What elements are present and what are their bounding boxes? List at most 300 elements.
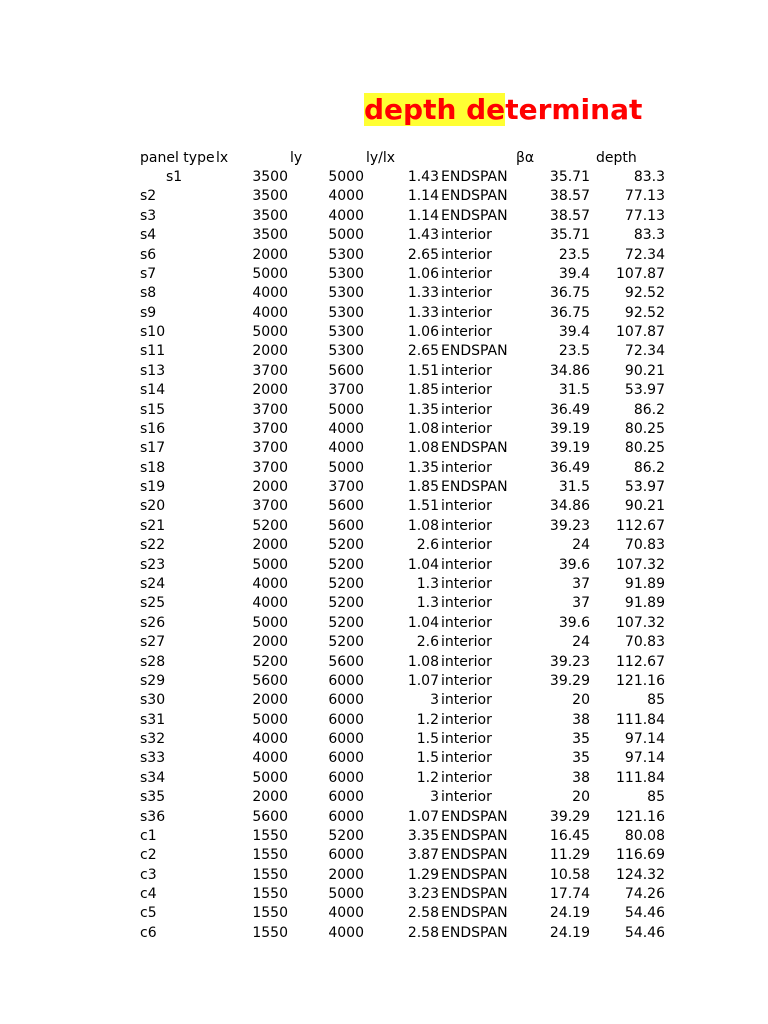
cell-ly: 5000	[328, 402, 364, 418]
cell-beta-alpha: 39.19	[549, 421, 590, 437]
cell-ratio: 3	[430, 692, 439, 708]
cell-beta-alpha: 23.5	[558, 247, 590, 263]
table-row	[0, 401, 768, 420]
cell-depth: 107.87	[616, 324, 665, 340]
cell-depth: 54.46	[624, 905, 665, 921]
cell-ly: 6000	[328, 789, 364, 805]
table-row	[0, 381, 768, 400]
cell-depth: 72.34	[624, 343, 665, 359]
cell-beta-alpha: 24	[572, 537, 590, 553]
cell-ly: 5200	[328, 634, 364, 650]
cell-panel: s14	[140, 382, 166, 398]
cell-lx: 3700	[252, 402, 288, 418]
cell-panel: s29	[140, 673, 166, 689]
cell-beta-alpha: 39.4	[558, 266, 590, 282]
cell-depth: 121.16	[616, 673, 665, 689]
cell-ly: 4000	[328, 208, 364, 224]
cell-ly: 6000	[328, 712, 364, 728]
header-depth: depth	[596, 150, 637, 166]
table-row	[0, 342, 768, 361]
cell-ly: 5200	[328, 828, 364, 844]
cell-lx: 2000	[252, 634, 288, 650]
cell-panel: s4	[140, 227, 157, 243]
cell-beta-alpha: 20	[572, 789, 590, 805]
cell-ratio: 1.29	[407, 867, 439, 883]
cell-ratio: 1.07	[407, 673, 439, 689]
table-row	[0, 885, 768, 904]
cell-ly: 5300	[328, 343, 364, 359]
cell-lx: 3500	[252, 188, 288, 204]
cell-depth: 112.67	[616, 654, 665, 670]
table-row	[0, 187, 768, 206]
cell-lx: 3500	[252, 208, 288, 224]
cell-panel: s6	[140, 247, 157, 263]
cell-beta-alpha: 39.23	[549, 654, 590, 670]
cell-panel: s21	[140, 518, 166, 534]
cell-span-type: interior	[441, 615, 492, 631]
cell-depth: 83.3	[633, 169, 665, 185]
cell-span-type: interior	[441, 247, 492, 263]
cell-span-type: ENDSPAN	[441, 809, 508, 825]
cell-panel: s3	[140, 208, 157, 224]
cell-depth: 83.3	[633, 227, 665, 243]
table-row	[0, 904, 768, 923]
cell-ratio: 1.3	[416, 595, 439, 611]
cell-panel: s30	[140, 692, 166, 708]
table-row	[0, 866, 768, 885]
cell-beta-alpha: 39.6	[558, 615, 590, 631]
cell-depth: 111.84	[616, 712, 665, 728]
cell-ly: 5300	[328, 247, 364, 263]
cell-ly: 5600	[328, 518, 364, 534]
table-row	[0, 594, 768, 613]
cell-lx: 2000	[252, 247, 288, 263]
header-ly: ly	[290, 150, 303, 166]
cell-ratio: 1.85	[407, 479, 439, 495]
cell-beta-alpha: 39.6	[558, 557, 590, 573]
cell-beta-alpha: 36.75	[549, 305, 590, 321]
cell-beta-alpha: 38.57	[549, 188, 590, 204]
cell-span-type: interior	[441, 285, 492, 301]
cell-ratio: 1.43	[407, 169, 439, 185]
cell-lx: 3500	[252, 227, 288, 243]
cell-lx: 5200	[252, 518, 288, 534]
cell-ratio: 1.08	[407, 518, 439, 534]
cell-panel: s7	[140, 266, 157, 282]
cell-beta-alpha: 38	[572, 712, 590, 728]
cell-ly: 4000	[328, 905, 364, 921]
cell-depth: 107.32	[616, 557, 665, 573]
cell-ratio: 1.2	[416, 712, 439, 728]
cell-panel: s20	[140, 498, 166, 514]
cell-depth: 53.97	[624, 479, 665, 495]
cell-span-type: interior	[441, 712, 492, 728]
cell-ratio: 2.6	[416, 537, 439, 553]
cell-beta-alpha: 39.29	[549, 673, 590, 689]
cell-panel: s36	[140, 809, 166, 825]
cell-ratio: 2.6	[416, 634, 439, 650]
cell-ly: 6000	[328, 750, 364, 766]
cell-span-type: interior	[441, 305, 492, 321]
cell-ly: 5200	[328, 537, 364, 553]
cell-span-type: ENDSPAN	[441, 188, 508, 204]
cell-lx: 2000	[252, 382, 288, 398]
cell-ly: 5200	[328, 595, 364, 611]
cell-ratio: 2.58	[407, 925, 439, 941]
cell-ratio: 1.08	[407, 440, 439, 456]
cell-panel: s15	[140, 402, 166, 418]
cell-lx: 3700	[252, 460, 288, 476]
cell-span-type: interior	[441, 731, 492, 747]
cell-beta-alpha: 35	[572, 731, 590, 747]
cell-span-type: ENDSPAN	[441, 886, 508, 902]
header-row	[0, 149, 768, 168]
cell-span-type: interior	[441, 324, 492, 340]
cell-lx: 5000	[252, 615, 288, 631]
cell-ratio: 1.08	[407, 421, 439, 437]
cell-depth: 121.16	[616, 809, 665, 825]
table-row	[0, 517, 768, 536]
cell-ly: 6000	[328, 673, 364, 689]
cell-panel: s31	[140, 712, 166, 728]
cell-lx: 5000	[252, 557, 288, 573]
cell-ratio: 3	[430, 789, 439, 805]
cell-ratio: 1.3	[416, 576, 439, 592]
cell-ly: 5000	[328, 460, 364, 476]
cell-lx: 1550	[252, 828, 288, 844]
cell-panel: s19	[140, 479, 166, 495]
cell-ratio: 1.04	[407, 615, 439, 631]
cell-beta-alpha: 38.57	[549, 208, 590, 224]
cell-ly: 5200	[328, 557, 364, 573]
cell-depth: 111.84	[616, 770, 665, 786]
cell-ratio: 3.23	[407, 886, 439, 902]
cell-lx: 4000	[252, 731, 288, 747]
cell-ratio: 1.51	[407, 498, 439, 514]
cell-ly: 4000	[328, 925, 364, 941]
cell-span-type: interior	[441, 537, 492, 553]
cell-ratio: 2.65	[407, 343, 439, 359]
cell-depth: 77.13	[624, 188, 665, 204]
cell-ratio: 1.35	[407, 460, 439, 476]
cell-span-type: interior	[441, 750, 492, 766]
cell-span-type: interior	[441, 595, 492, 611]
cell-lx: 2000	[252, 479, 288, 495]
cell-depth: 74.26	[624, 886, 665, 902]
table-row	[0, 846, 768, 865]
cell-ratio: 1.35	[407, 402, 439, 418]
table-row	[0, 207, 768, 226]
cell-span-type: interior	[441, 557, 492, 573]
cell-span-type: interior	[441, 498, 492, 514]
cell-ly: 5300	[328, 266, 364, 282]
table-row	[0, 769, 768, 788]
cell-ly: 5300	[328, 285, 364, 301]
cell-depth: 53.97	[624, 382, 665, 398]
table-row	[0, 439, 768, 458]
cell-panel: s34	[140, 770, 166, 786]
cell-depth: 107.87	[616, 266, 665, 282]
cell-ratio: 1.43	[407, 227, 439, 243]
cell-ratio: 1.06	[407, 266, 439, 282]
cell-panel: s8	[140, 285, 157, 301]
cell-depth: 97.14	[624, 750, 665, 766]
cell-beta-alpha: 37	[572, 576, 590, 592]
cell-ratio: 1.33	[407, 285, 439, 301]
cell-ly: 4000	[328, 440, 364, 456]
cell-beta-alpha: 39.19	[549, 440, 590, 456]
title-highlighted-part: depth de	[364, 93, 506, 126]
cell-panel: c5	[140, 905, 157, 921]
cell-span-type: interior	[441, 402, 492, 418]
cell-span-type: ENDSPAN	[441, 169, 508, 185]
cell-beta-alpha: 11.29	[549, 847, 590, 863]
cell-span-type: ENDSPAN	[441, 440, 508, 456]
cell-lx: 2000	[252, 692, 288, 708]
cell-depth: 80.08	[624, 828, 665, 844]
table-row	[0, 633, 768, 652]
cell-ly: 3700	[328, 382, 364, 398]
cell-ratio: 1.85	[407, 382, 439, 398]
cell-lx: 5000	[252, 770, 288, 786]
cell-ly: 2000	[328, 867, 364, 883]
cell-span-type: interior	[441, 692, 492, 708]
cell-lx: 1550	[252, 867, 288, 883]
cell-ratio: 1.04	[407, 557, 439, 573]
cell-depth: 124.32	[616, 867, 665, 883]
cell-ratio: 3.87	[407, 847, 439, 863]
table-row	[0, 497, 768, 516]
title-rest-part: terminat	[505, 93, 643, 126]
cell-ratio: 2.65	[407, 247, 439, 263]
cell-beta-alpha: 34.86	[549, 363, 590, 379]
cell-ratio: 1.06	[407, 324, 439, 340]
cell-beta-alpha: 36.75	[549, 285, 590, 301]
table-row	[0, 284, 768, 303]
cell-ratio: 1.2	[416, 770, 439, 786]
cell-beta-alpha: 24.19	[549, 925, 590, 941]
cell-span-type: interior	[441, 654, 492, 670]
table-row	[0, 653, 768, 672]
cell-span-type: interior	[441, 673, 492, 689]
cell-panel: s9	[140, 305, 157, 321]
cell-span-type: ENDSPAN	[441, 867, 508, 883]
cell-ly: 6000	[328, 809, 364, 825]
cell-beta-alpha: 35.71	[549, 227, 590, 243]
cell-depth: 107.32	[616, 615, 665, 631]
table-row	[0, 459, 768, 478]
cell-depth: 90.21	[624, 498, 665, 514]
table-row	[0, 265, 768, 284]
cell-beta-alpha: 10.58	[549, 867, 590, 883]
cell-span-type: interior	[441, 789, 492, 805]
cell-beta-alpha: 31.5	[558, 382, 590, 398]
cell-beta-alpha: 39.23	[549, 518, 590, 534]
cell-depth: 86.2	[633, 402, 665, 418]
cell-ratio: 1.14	[407, 208, 439, 224]
cell-panel: s2	[140, 188, 157, 204]
table-row	[0, 304, 768, 323]
cell-lx: 5200	[252, 654, 288, 670]
cell-ly: 5600	[328, 498, 364, 514]
table-row	[0, 730, 768, 749]
cell-span-type: ENDSPAN	[441, 208, 508, 224]
cell-lx: 2000	[252, 789, 288, 805]
cell-depth: 116.69	[616, 847, 665, 863]
cell-lx: 4000	[252, 285, 288, 301]
cell-panel: s22	[140, 537, 166, 553]
cell-panel: s13	[140, 363, 166, 379]
cell-lx: 3700	[252, 363, 288, 379]
cell-span-type: ENDSPAN	[441, 343, 508, 359]
table-row	[0, 808, 768, 827]
cell-lx: 1550	[252, 905, 288, 921]
cell-beta-alpha: 39.4	[558, 324, 590, 340]
cell-lx: 5600	[252, 673, 288, 689]
cell-ly: 5200	[328, 615, 364, 631]
cell-depth: 90.21	[624, 363, 665, 379]
cell-depth: 54.46	[624, 925, 665, 941]
table-row	[0, 323, 768, 342]
table-row	[0, 420, 768, 439]
table-row	[0, 924, 768, 943]
cell-panel: s35	[140, 789, 166, 805]
cell-beta-alpha: 34.86	[549, 498, 590, 514]
cell-ly: 3700	[328, 479, 364, 495]
cell-panel: s25	[140, 595, 166, 611]
cell-depth: 92.52	[624, 285, 665, 301]
table-row	[0, 168, 768, 187]
cell-ly: 6000	[328, 692, 364, 708]
cell-depth: 70.83	[624, 634, 665, 650]
cell-panel: s10	[140, 324, 166, 340]
cell-lx: 2000	[252, 343, 288, 359]
cell-beta-alpha: 31.5	[558, 479, 590, 495]
cell-beta-alpha: 20	[572, 692, 590, 708]
cell-lx: 4000	[252, 750, 288, 766]
cell-ly: 5000	[328, 886, 364, 902]
cell-panel: s27	[140, 634, 166, 650]
table-row	[0, 575, 768, 594]
cell-ratio: 1.33	[407, 305, 439, 321]
cell-panel: s23	[140, 557, 166, 573]
cell-panel: c4	[140, 886, 157, 902]
table-row	[0, 226, 768, 245]
cell-beta-alpha: 37	[572, 595, 590, 611]
cell-lx: 3700	[252, 421, 288, 437]
cell-lx: 5600	[252, 809, 288, 825]
cell-ly: 5600	[328, 363, 364, 379]
cell-panel: s16	[140, 421, 166, 437]
cell-lx: 4000	[252, 576, 288, 592]
cell-lx: 1550	[252, 886, 288, 902]
table-row	[0, 711, 768, 730]
cell-depth: 70.83	[624, 537, 665, 553]
cell-lx: 1550	[252, 847, 288, 863]
cell-beta-alpha: 16.45	[549, 828, 590, 844]
cell-ratio: 1.07	[407, 809, 439, 825]
cell-lx: 1550	[252, 925, 288, 941]
cell-span-type: ENDSPAN	[441, 479, 508, 495]
cell-ratio: 3.35	[407, 828, 439, 844]
cell-ly: 5300	[328, 305, 364, 321]
cell-span-type: interior	[441, 634, 492, 650]
cell-lx: 2000	[252, 537, 288, 553]
cell-depth: 97.14	[624, 731, 665, 747]
cell-span-type: ENDSPAN	[441, 925, 508, 941]
table-row	[0, 672, 768, 691]
cell-panel: s1	[166, 169, 183, 185]
cell-lx: 4000	[252, 305, 288, 321]
cell-panel: s18	[140, 460, 166, 476]
cell-ly: 6000	[328, 847, 364, 863]
table-row	[0, 827, 768, 846]
cell-lx: 3700	[252, 498, 288, 514]
table-row	[0, 246, 768, 265]
cell-beta-alpha: 36.49	[549, 402, 590, 418]
cell-beta-alpha: 38	[572, 770, 590, 786]
table-row	[0, 788, 768, 807]
table-row	[0, 614, 768, 633]
cell-lx: 3700	[252, 440, 288, 456]
cell-ratio: 2.58	[407, 905, 439, 921]
cell-panel: s32	[140, 731, 166, 747]
cell-depth: 80.25	[624, 421, 665, 437]
cell-span-type: ENDSPAN	[441, 847, 508, 863]
cell-panel: s33	[140, 750, 166, 766]
header-beta-alpha: βα	[516, 150, 535, 166]
cell-ratio: 1.08	[407, 654, 439, 670]
cell-beta-alpha: 39.29	[549, 809, 590, 825]
cell-ratio: 1.5	[416, 731, 439, 747]
cell-lx: 5000	[252, 324, 288, 340]
cell-ly: 4000	[328, 421, 364, 437]
cell-span-type: interior	[441, 227, 492, 243]
cell-ly: 5000	[328, 227, 364, 243]
cell-depth: 85	[647, 692, 665, 708]
cell-panel: s11	[140, 343, 166, 359]
cell-beta-alpha: 17.74	[549, 886, 590, 902]
cell-span-type: interior	[441, 266, 492, 282]
cell-beta-alpha: 24	[572, 634, 590, 650]
table-row	[0, 691, 768, 710]
table-row	[0, 478, 768, 497]
header-panel-type: panel type	[140, 150, 215, 166]
cell-span-type: ENDSPAN	[441, 828, 508, 844]
cell-depth: 91.89	[624, 576, 665, 592]
cell-panel: c3	[140, 867, 157, 883]
cell-span-type: interior	[441, 460, 492, 476]
table-row	[0, 362, 768, 381]
cell-panel: s26	[140, 615, 166, 631]
cell-depth: 91.89	[624, 595, 665, 611]
cell-beta-alpha: 23.5	[558, 343, 590, 359]
cell-panel: s24	[140, 576, 166, 592]
cell-ly: 5300	[328, 324, 364, 340]
page-title	[364, 88, 642, 131]
cell-beta-alpha: 36.49	[549, 460, 590, 476]
cell-depth: 86.2	[633, 460, 665, 476]
cell-panel: s17	[140, 440, 166, 456]
cell-ly: 6000	[328, 770, 364, 786]
cell-span-type: ENDSPAN	[441, 905, 508, 921]
header-ratio: ly/lx	[366, 150, 396, 166]
cell-lx: 5000	[252, 266, 288, 282]
cell-ratio: 1.5	[416, 750, 439, 766]
table-row	[0, 556, 768, 575]
cell-beta-alpha: 35.71	[549, 169, 590, 185]
cell-ly: 5600	[328, 654, 364, 670]
